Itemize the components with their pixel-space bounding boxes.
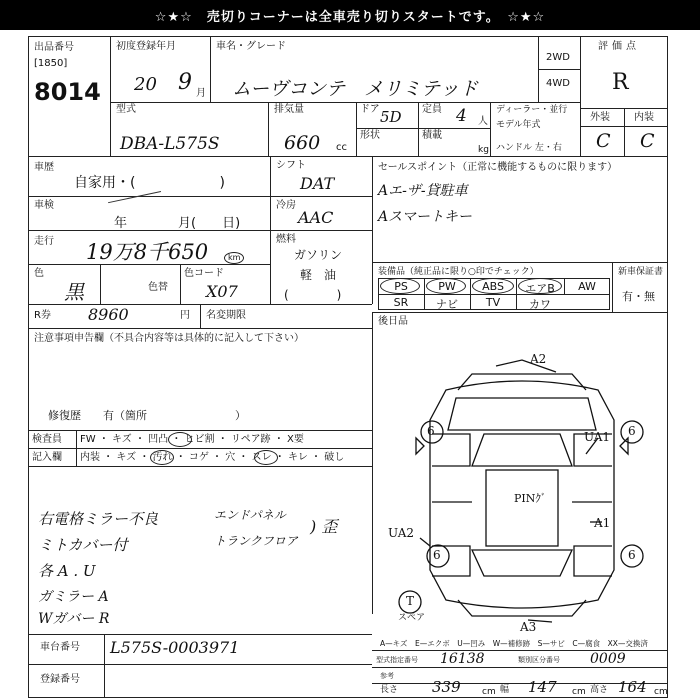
mileage-label: 走行 <box>34 236 54 247</box>
check-dent-circle <box>168 432 192 447</box>
tire-mark-rr: 6 <box>628 548 636 562</box>
ext-label: 外装 <box>590 112 610 123</box>
equip-abs-circle <box>472 278 514 294</box>
remark-5: Wガバー R <box>38 611 110 627</box>
dealer-label: ディーラー・並行 <box>496 105 568 115</box>
ref-label: 参考 <box>380 672 394 680</box>
damage-legend: A—キズ E—エクボ U—凹み W—補修跡 S—サビ C—腐食 XX—交換済 <box>380 639 648 648</box>
shift-value: DAT <box>300 174 335 193</box>
sales-point-line1: Aエ-ザ-貸駐車 <box>378 183 468 199</box>
first-reg-month-unit: 月 <box>196 88 206 99</box>
fuel-other: ( ) <box>284 288 342 302</box>
r-ticket-value: 8960 <box>88 305 129 324</box>
ua2-arrow <box>420 538 430 546</box>
first-reg-label: 初度登録年月 <box>116 41 176 52</box>
capacity-unit: 人 <box>478 116 488 127</box>
diagram-ua1: UA1 <box>584 430 611 444</box>
inspector-label: 検査員 <box>32 434 62 445</box>
a2-arrow <box>496 360 556 372</box>
notes-label: 注意事項申告欄（不具合内容等は具体的に記入して下さい） <box>34 333 304 344</box>
tire-mark-fl: 6 <box>427 424 435 438</box>
car-diagram <box>376 350 668 626</box>
warranty-value: 有・無 <box>622 290 655 303</box>
equip-ps-circle <box>380 278 420 294</box>
length-value: 339 <box>432 678 461 696</box>
tire-mark-fr: 6 <box>628 424 636 438</box>
sales-point-label: セールスポイント（正常に機能するものに限ります） <box>378 162 618 173</box>
inspection-label: 車検 <box>34 200 54 211</box>
diagram-ua2: UA2 <box>388 526 415 540</box>
warranty-label: 新車保証書 <box>618 267 664 277</box>
shape-label: 形状 <box>360 130 380 141</box>
doors-label: ドア <box>360 104 380 115</box>
check-row-2: 内装 ・ キズ ・ 汚れ ・ コゲ ・ 穴 ・ スレ ・ キレ ・ 破し <box>80 452 345 463</box>
history-value: 自家用・( ) <box>74 175 225 191</box>
remark-2: ミトカバー付 <box>38 536 128 554</box>
left-front-door-top <box>432 434 470 466</box>
chassis-label: 車台番号 <box>40 642 80 653</box>
right-rear-door-bottom <box>574 546 612 576</box>
load-label: 積載 <box>422 130 442 141</box>
later-docs-label: 後日品 <box>378 316 408 327</box>
form-value: 16138 <box>440 651 485 667</box>
lot-number: 8014 <box>34 78 101 106</box>
history-label: 車歴 <box>34 162 54 173</box>
displacement-value: 660 <box>284 132 321 154</box>
mileage-value: 19万8千650 <box>86 240 209 264</box>
mileage-unit: km <box>228 253 241 262</box>
top-banner <box>0 0 700 30</box>
height-value: 164 <box>618 678 647 696</box>
width-label: 幅 <box>500 685 510 695</box>
doors-value: 5D <box>380 108 402 126</box>
r-ticket-unit: 円 <box>180 310 190 321</box>
rear-window <box>472 550 572 576</box>
drive-2wd: 2WD <box>546 52 570 63</box>
equip-tv: TV <box>485 296 501 309</box>
lot-sub: [1850] <box>34 58 68 69</box>
sales-point-line2: Aスマートキー <box>378 209 472 225</box>
equip-pw: PW <box>438 280 456 293</box>
car-name-value: ムーヴコンテ メリミテッド <box>232 78 479 100</box>
color-value: 黒 <box>64 280 84 304</box>
roof <box>486 470 558 546</box>
fuel-label: 燃料 <box>276 234 296 245</box>
equip-navi: ナビ <box>436 298 458 311</box>
length-label: 長さ <box>380 685 399 695</box>
left-mirror <box>416 438 424 454</box>
remark-1: 右電格ミラー不良 <box>38 510 159 528</box>
equipment-label: 装備品（純正品に限り○印でチェック） <box>378 267 539 277</box>
aircon-label: 冷房 <box>276 200 296 211</box>
diagram-pink: PINｸﾞ <box>514 492 547 505</box>
height-label: 高さ <box>590 685 609 695</box>
equip-ps: PS <box>394 280 408 293</box>
class-value: 0009 <box>590 651 626 667</box>
width-value: 147 <box>528 678 557 696</box>
diagram-a3: A3 <box>520 620 537 634</box>
load-unit: kg <box>478 145 489 155</box>
capacity-label: 定員 <box>422 104 442 115</box>
grade-label: 評価点 <box>598 41 640 52</box>
int-value: C <box>640 130 655 152</box>
handle-label: ハンドル 左・右 <box>496 143 562 153</box>
color-change-label: 色替 <box>148 282 168 293</box>
hood <box>448 398 596 430</box>
remark-side-tail: ) 歪 <box>310 517 338 536</box>
aircon-value: AAC <box>298 208 334 227</box>
shift-label: シフト <box>276 160 306 171</box>
model-year-label: モデル年式 <box>496 120 541 130</box>
check-scuff-circle <box>254 450 278 465</box>
displacement-label: 排気量 <box>274 104 304 115</box>
fuel-diesel: 軽 油 <box>300 268 337 282</box>
length-unit: cm <box>482 687 496 697</box>
color-code-value: X07 <box>206 282 238 301</box>
grade-value: R <box>612 70 629 95</box>
remark-side-1: エンドパネル <box>214 508 286 522</box>
height-unit: cm <box>654 687 668 697</box>
remark-3: 各 A . U <box>38 562 96 580</box>
equip-leather: カワ <box>529 298 551 311</box>
front-bumper <box>458 374 586 390</box>
width-unit: cm <box>572 687 586 697</box>
equip-sr: SR <box>393 296 409 309</box>
fuel-gasoline: ガソリン <box>294 248 343 262</box>
first-reg-year: 20 <box>134 74 157 95</box>
drive-4wd: 4WD <box>546 78 570 89</box>
spare-label: スペア <box>398 613 426 623</box>
inspection-month-unit: 月( 日) <box>178 216 241 231</box>
int-label: 内装 <box>634 112 654 123</box>
equip-aw: AW <box>578 280 596 293</box>
equip-pw-circle <box>426 278 466 294</box>
form-label: 型式指定番号 <box>376 656 418 664</box>
spare-mark: T <box>406 594 415 608</box>
remark-4: ガミラー A <box>38 589 109 605</box>
lot-label: 出品番号 <box>34 42 74 53</box>
diagram-a2: A2 <box>530 352 547 366</box>
registration-label: 登録番号 <box>40 674 80 685</box>
color-label: 色 <box>34 268 44 279</box>
model-label: 型式 <box>116 104 136 115</box>
equip-airbag: エアB <box>525 282 555 295</box>
capacity-value: 4 <box>456 106 467 126</box>
equip-airbag-circle <box>518 278 562 294</box>
r-ticket-label: R券 <box>34 310 51 321</box>
repair-history: 修復歴 有（箇所 ） <box>48 409 246 422</box>
check-dirt-circle <box>150 450 174 465</box>
tire-mark-rl: 6 <box>433 548 441 562</box>
windshield <box>472 434 572 466</box>
diagram-a1: A1 <box>594 516 611 530</box>
ext-value: C <box>596 130 611 152</box>
chassis-value: L575S-0003971 <box>110 638 240 657</box>
check-row-1: FW ・ キズ ・ 凹凸 ・ ヒビ割 ・ リペア跡 ・ X要 <box>80 434 304 445</box>
remark-side-2: トランクフロア <box>214 534 298 548</box>
first-reg-month: 9 <box>178 70 192 95</box>
inspection-year-unit: 年 <box>114 216 128 231</box>
color-code-label: 色コード <box>184 268 224 279</box>
displacement-unit: cc <box>336 142 347 153</box>
name-change-label: 名変期限 <box>206 310 246 321</box>
equip-abs: ABS <box>482 280 504 293</box>
entry-label: 記入欄 <box>32 452 62 463</box>
class-label: 類別区分番号 <box>518 656 560 664</box>
car-name-label: 車名・グレード <box>216 41 286 52</box>
banner-text: ☆★☆ 売切りコーナーは全車売り切りスタートです。 ☆★☆ <box>154 10 546 25</box>
model-value: DBA-L575S <box>120 134 220 154</box>
